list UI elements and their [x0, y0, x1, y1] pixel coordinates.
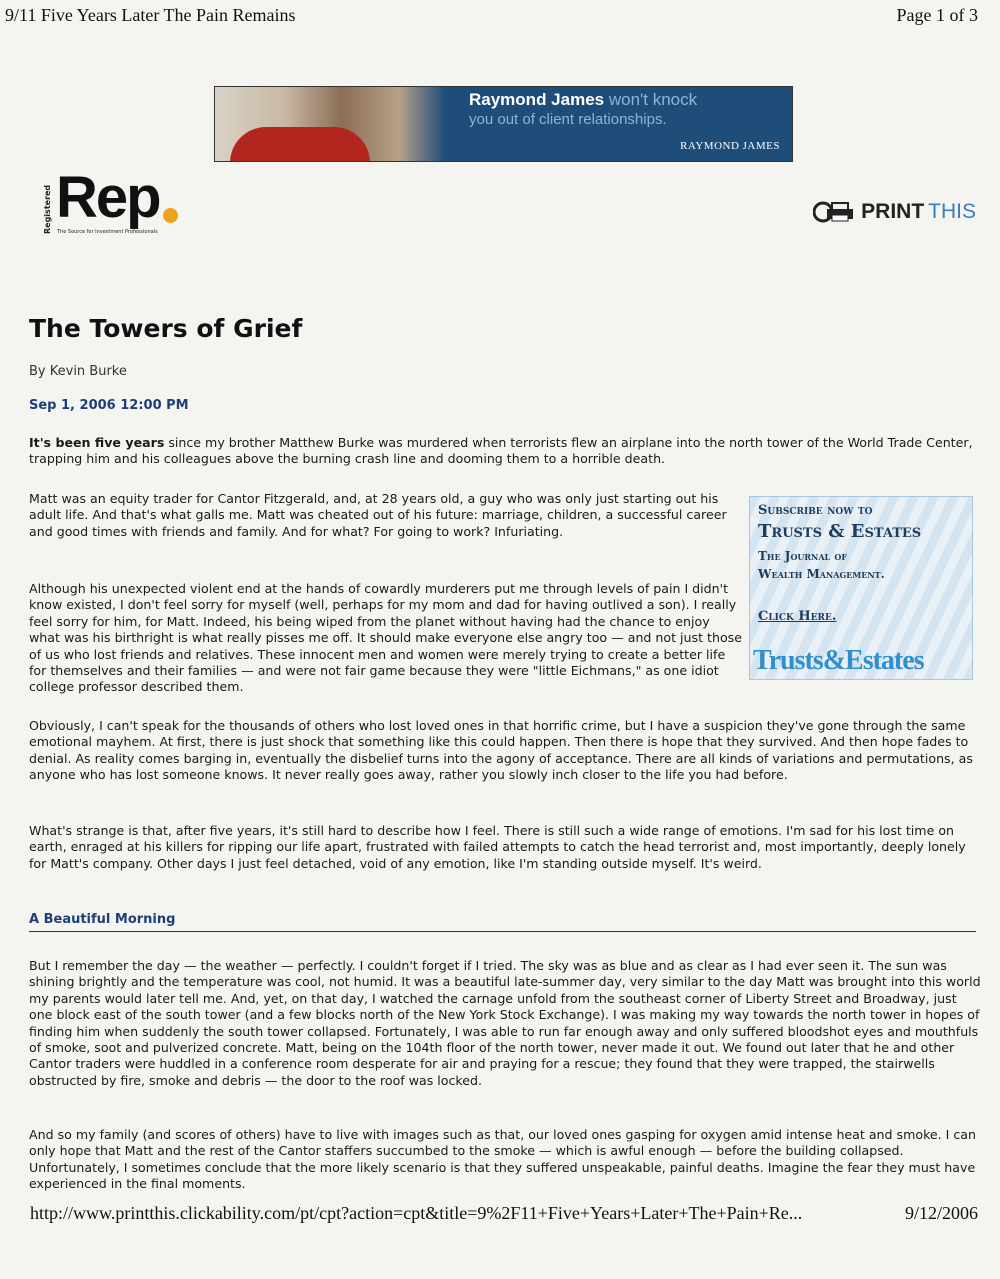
print-this-label-this: THIS	[928, 200, 976, 223]
side-ad-line: Subscribe now to	[758, 503, 873, 518]
raymond-james-banner-ad[interactable]	[214, 86, 793, 162]
lead-in-bold: It's been five years	[29, 435, 165, 450]
registered-rep-logo[interactable]	[43, 165, 203, 242]
logo-dot-icon	[163, 208, 178, 223]
logo-side-text: Registered	[43, 184, 52, 234]
section-divider	[29, 931, 976, 932]
ad-headline	[469, 90, 697, 110]
article-paragraph	[29, 435, 981, 468]
side-ad-line: The Journal of	[758, 549, 848, 563]
ad-headline-rest: won't knock	[604, 90, 698, 109]
paragraph-text: since my brother Matthew Burke was murdered when terrorists flew an airplane into the north tower of the World Trade Center, trapping him and his colleagues above the burning crash line and dooming them to a horrible death.	[29, 435, 973, 467]
side-ad-brand: Trusts&Estates	[753, 645, 924, 676]
article-paragraph: Matt was an equity trader for Cantor Fitzgerald, and, at 28 years old, a guy who was only just starting out his adult life. And that's what galls me. Matt was cheated out of his future: marriage, children, a successful career and good times with friends and family. And for what? For going to work? Infuriating.	[29, 491, 727, 539]
printer-icon	[813, 201, 857, 223]
print-header-page-number: Page 1 of 3	[896, 5, 978, 25]
article-paragraph: Although his unexpected violent end at the hands of cowardly murderers put me through levels of pain I didn't know existed, I don't feel sorry for myself (well, perhaps for my mom and dad for having outlived a son). I really feel sorry for him, for Matt. Indeed, his being wiped from the planet without having had the chance to enjoy what was his birthright is what really pisses me off. It should make everyone else angry too — and not just those of us who lost friends and relatives. These innocent men and women were merely trying to create a better life for themselves and their families — and were not fair game because they were "little Eichmans," as one idiot college professor described them.	[29, 581, 742, 695]
article-paragraph: But I remember the day — the weather — perfectly. I couldn't forget if I tried. The sky was as blue and as clear as I had ever seen it. The sun was shining brightly and the temperature was cool, not humid. It was a beautiful late-summer day, very similar to the day Matt was brought into this world my parents would later tell me. And, yet, on that day, I watched the carnage unfold from the southeast corner of Liberty Street and Broadway, just one block east of the south tower (and a few blocks north of the New York Stock Exchange). I was making my way towards the north tower in hopes of finding him when suddenly the south tower collapsed. Fortunately, I was able to run far enough away and only suffered bloodshot eyes and mouthfuls of smoke, soot and pulverized concrete. Matt, being on the 104th floor of the north tower, never made it out. We found out later that he and other Cantor traders were huddled in a conference room desperate for air and praying for a rescue; they found that they were trapped, the stairwells obstructed by fire, smoke and debris — the door to the roof was locked.	[29, 958, 981, 1088]
side-ad-title: Trusts & Estates	[758, 521, 922, 542]
print-this-label-print: PRINT	[861, 200, 925, 223]
side-ad-line: Wealth Management.	[758, 567, 885, 581]
logo-tagline: The Source for Investment Professionals	[57, 229, 158, 235]
print-header-title: 9/11 Five Years Later The Pain Remains	[5, 5, 296, 25]
article-paragraph: And so my family (and scores of others) have to live with images such as that, our loved ones gasping for oxygen amid intense heat and smoke. I can only hope that Matt and the rest of the Cantor staffers succumbed to the smoke — which is awful enough — before the building collapsed. Unfortunately, I sometimes conclude that the more likely scenario is that they suffered unspeakable, painful deaths. Imagine the fear they must have experienced in the final moments.	[29, 1127, 977, 1192]
article-date: Sep 1, 2006 12:00 PM	[29, 398, 189, 413]
section-subheading: A Beautiful Morning	[29, 912, 176, 927]
trusts-estates-side-ad[interactable]	[749, 496, 973, 680]
print-footer-date: 9/12/2006	[904, 1203, 978, 1223]
logo-wordmark: Rep	[56, 165, 160, 230]
boxing-glove-icon	[230, 127, 370, 162]
article-paragraph: Obviously, I can't speak for the thousands of others who lost loved ones in that horrific crime, but I have a suspicion they've gone through the same emotional mayhem. At first, there is just shock that something like this could happen. Then there is hope that they survived. And then hope fades to denial. As reality comes barging in, eventually the disbelief turns into the agony of acceptance. There are all kinds of variations and permutations, as anyone who has lost someone knows. It never really goes away, rather you slowly inch closer to the life you had before.	[29, 718, 973, 783]
boxer-photo	[215, 87, 445, 161]
article-title: The Towers of Grief	[29, 314, 303, 343]
ad-brand-name: RAYMOND JAMES	[680, 140, 780, 152]
ad-subline: you out of client relationships.	[469, 111, 667, 128]
side-ad-click-link[interactable]: Click Here.	[758, 609, 837, 624]
print-footer-url: http://www.printthis.clickability.com/pt/cpt?action=cpt&title=9%2F11+Five+Years+Later+The+Pain+Re...	[30, 1203, 803, 1223]
article-paragraph: What's strange is that, after five years, it's still hard to describe how I feel. There is still such a wide range of emotions. I'm sad for his lost time on earth, enraged at his killers for ripping our life apart, frustrated with failed attempts to catch the head terrorist and, most importantly, deeply lonely for Matt's company. Other days I just feel detached, void of any emotion, like I'm standing outside myself. It's weird.	[29, 823, 966, 871]
ad-headline-brand: Raymond James	[469, 90, 605, 109]
print-this-button[interactable]	[813, 200, 976, 224]
article-byline: By Kevin Burke	[29, 364, 127, 379]
